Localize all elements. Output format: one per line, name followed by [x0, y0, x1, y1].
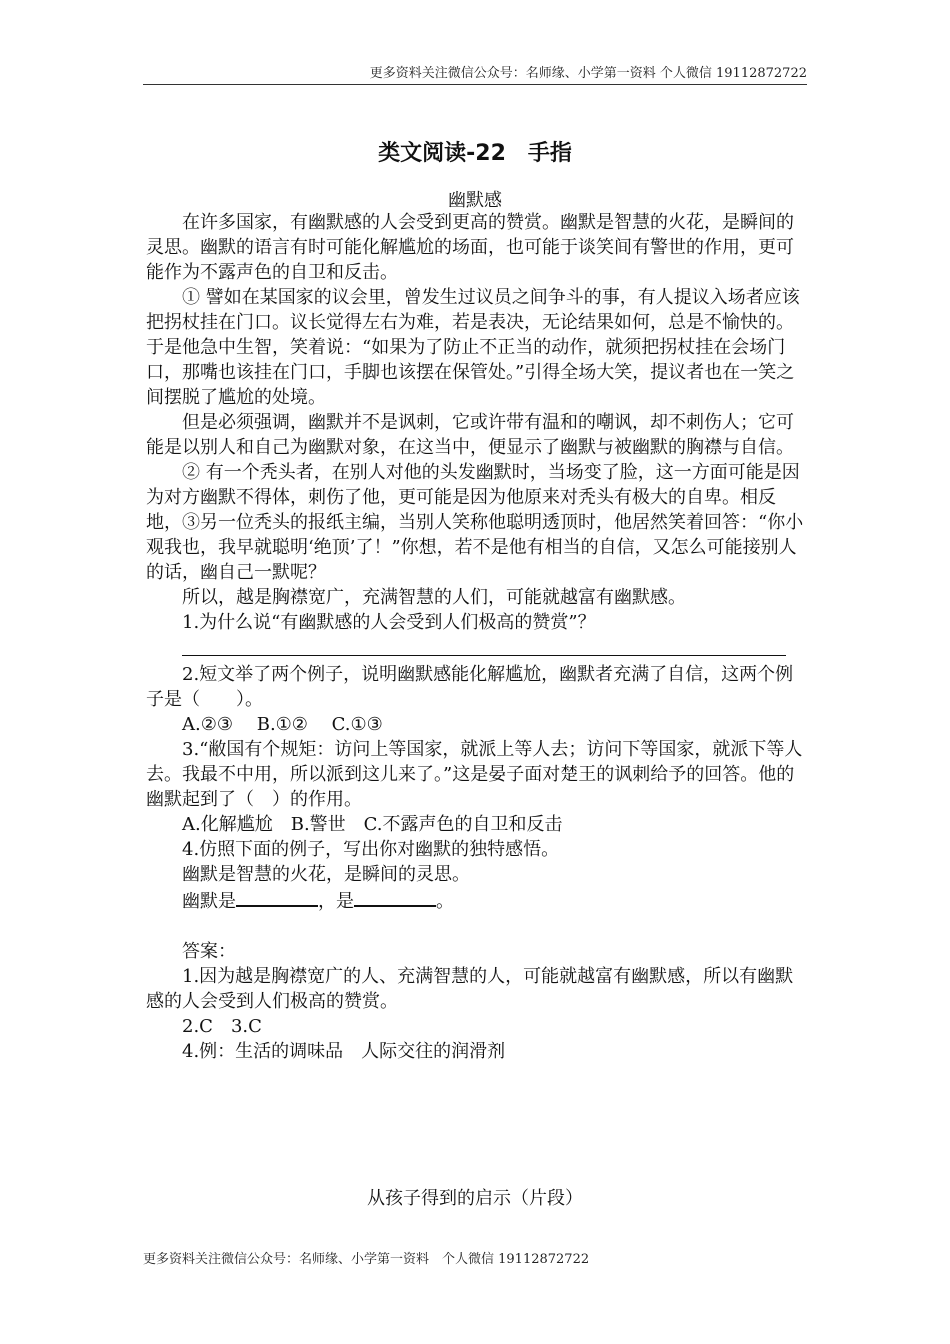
paragraph: 但是必须强调，幽默并不是讽刺，它或许带有温和的嘲讽，却不刺伤人；它可能是以别人和自己为幽默对象，在这当中，便显示了幽默与被幽默的胸襟与自信。 [146, 412, 794, 458]
blank-middle: ，是 [318, 891, 354, 912]
page-header: 更多资料关注微信公众号：名师缘、小学第一资料 个人微信 19112872722 [369, 66, 807, 81]
answer-line-1 [182, 635, 786, 656]
blank-suffix: 。 [436, 891, 454, 912]
paragraph: 所以，越是胸襟宽广，充满智慧的人们，可能就越富有幽默感。 [182, 587, 686, 608]
question-4-blank [146, 887, 810, 914]
fill-blank-1 [236, 887, 318, 907]
paragraph: ① 譬如在某国家的议会里，曾发生过议员之间争斗的事，有人提议入场者应该把拐杖挂在门口。议长觉得左右为难，若是表决，无论结果如何，总是不愉快的。于是他急中生智，笑着说：“如果为了防止不正当的动作，就须把拐杖挂在会场门口，那嘴也该挂在门口，手脚也该摆在保管处。”引得全场大笑，提议者也在一笑之间摆脱了尴尬的处境。 [146, 287, 800, 408]
document-body [146, 210, 810, 1064]
document-title: 类文阅读-22 手指 [378, 141, 572, 166]
question-2: 2.短文举了两个例子，说明幽默感能化解尴尬，幽默者充满了自信，这两个例子是（ ）。 [146, 664, 794, 710]
question-2-options: A.②③ B.①② C.①③ [182, 714, 383, 735]
question-4: 4.仿照下面的例子，写出你对幽默的独特感悟。 [182, 839, 560, 860]
question-3-options: A.化解尴尬 B.警世 C.不露声色的自卫和反击 [182, 814, 563, 835]
fill-blank-2 [354, 887, 436, 907]
page-footer: 更多资料关注微信公众号：名师缘、小学第一资料 个人微信 19112872722 [143, 1252, 590, 1267]
paragraph: 在许多国家，有幽默感的人会受到更高的赞赏。幽默是智慧的火花，是瞬间的灵思。幽默的语言有时可能化解尴尬的场面，也可能于谈笑间有警世的作用，更可能作为不露声色的自卫和反击。 [146, 212, 794, 283]
header-divider [143, 84, 807, 85]
answer-4: 4.例：生活的调味品 人际交往的润滑剂 [182, 1041, 506, 1062]
section-title-child: 从孩子得到的启示（片段） [367, 1188, 583, 1209]
paragraph: ② 有一个秃头者，在别人对他的头发幽默时，当场变了脸，这一方面可能是因为对方幽默不得体，刺伤了他，更可能是因为他原来对秃头有极大的自卑。相反地，③另一位秃头的报纸主编，当别人笑称他聪明透顶时，他居然笑着回答：“你小观我也，我早就聪明‘绝顶’了！”你想，若不是他有相当的自信，又怎么可能接别人的话，幽自己一默呢？ [146, 462, 804, 583]
spacer [146, 914, 810, 939]
answer-1: 1.因为越是胸襟宽广的人、充满智慧的人，可能就越富有幽默感，所以有幽默感的人会受到人们极高的赞赏。 [146, 966, 794, 1012]
question-3: 3.“敝国有个规矩：访问上等国家，就派上等人去；访问下等国家，就派下等人去。我最不中用，所以派到这儿来了。”这是晏子面对楚王的讽刺给予的回答。他的幽默起到了（ ）的作用。 [146, 739, 803, 810]
answer-2-3: 2.C 3.C [182, 1016, 262, 1037]
question-1: 1.为什么说“有幽默感的人会受到人们极高的赞赏”？ [182, 612, 596, 633]
blank-prefix: 幽默是 [182, 891, 236, 912]
question-4-example: 幽默是智慧的火花，是瞬间的灵思。 [182, 864, 470, 885]
section-title-humor: 幽默感 [448, 190, 502, 211]
answers-label: 答案： [182, 941, 236, 962]
